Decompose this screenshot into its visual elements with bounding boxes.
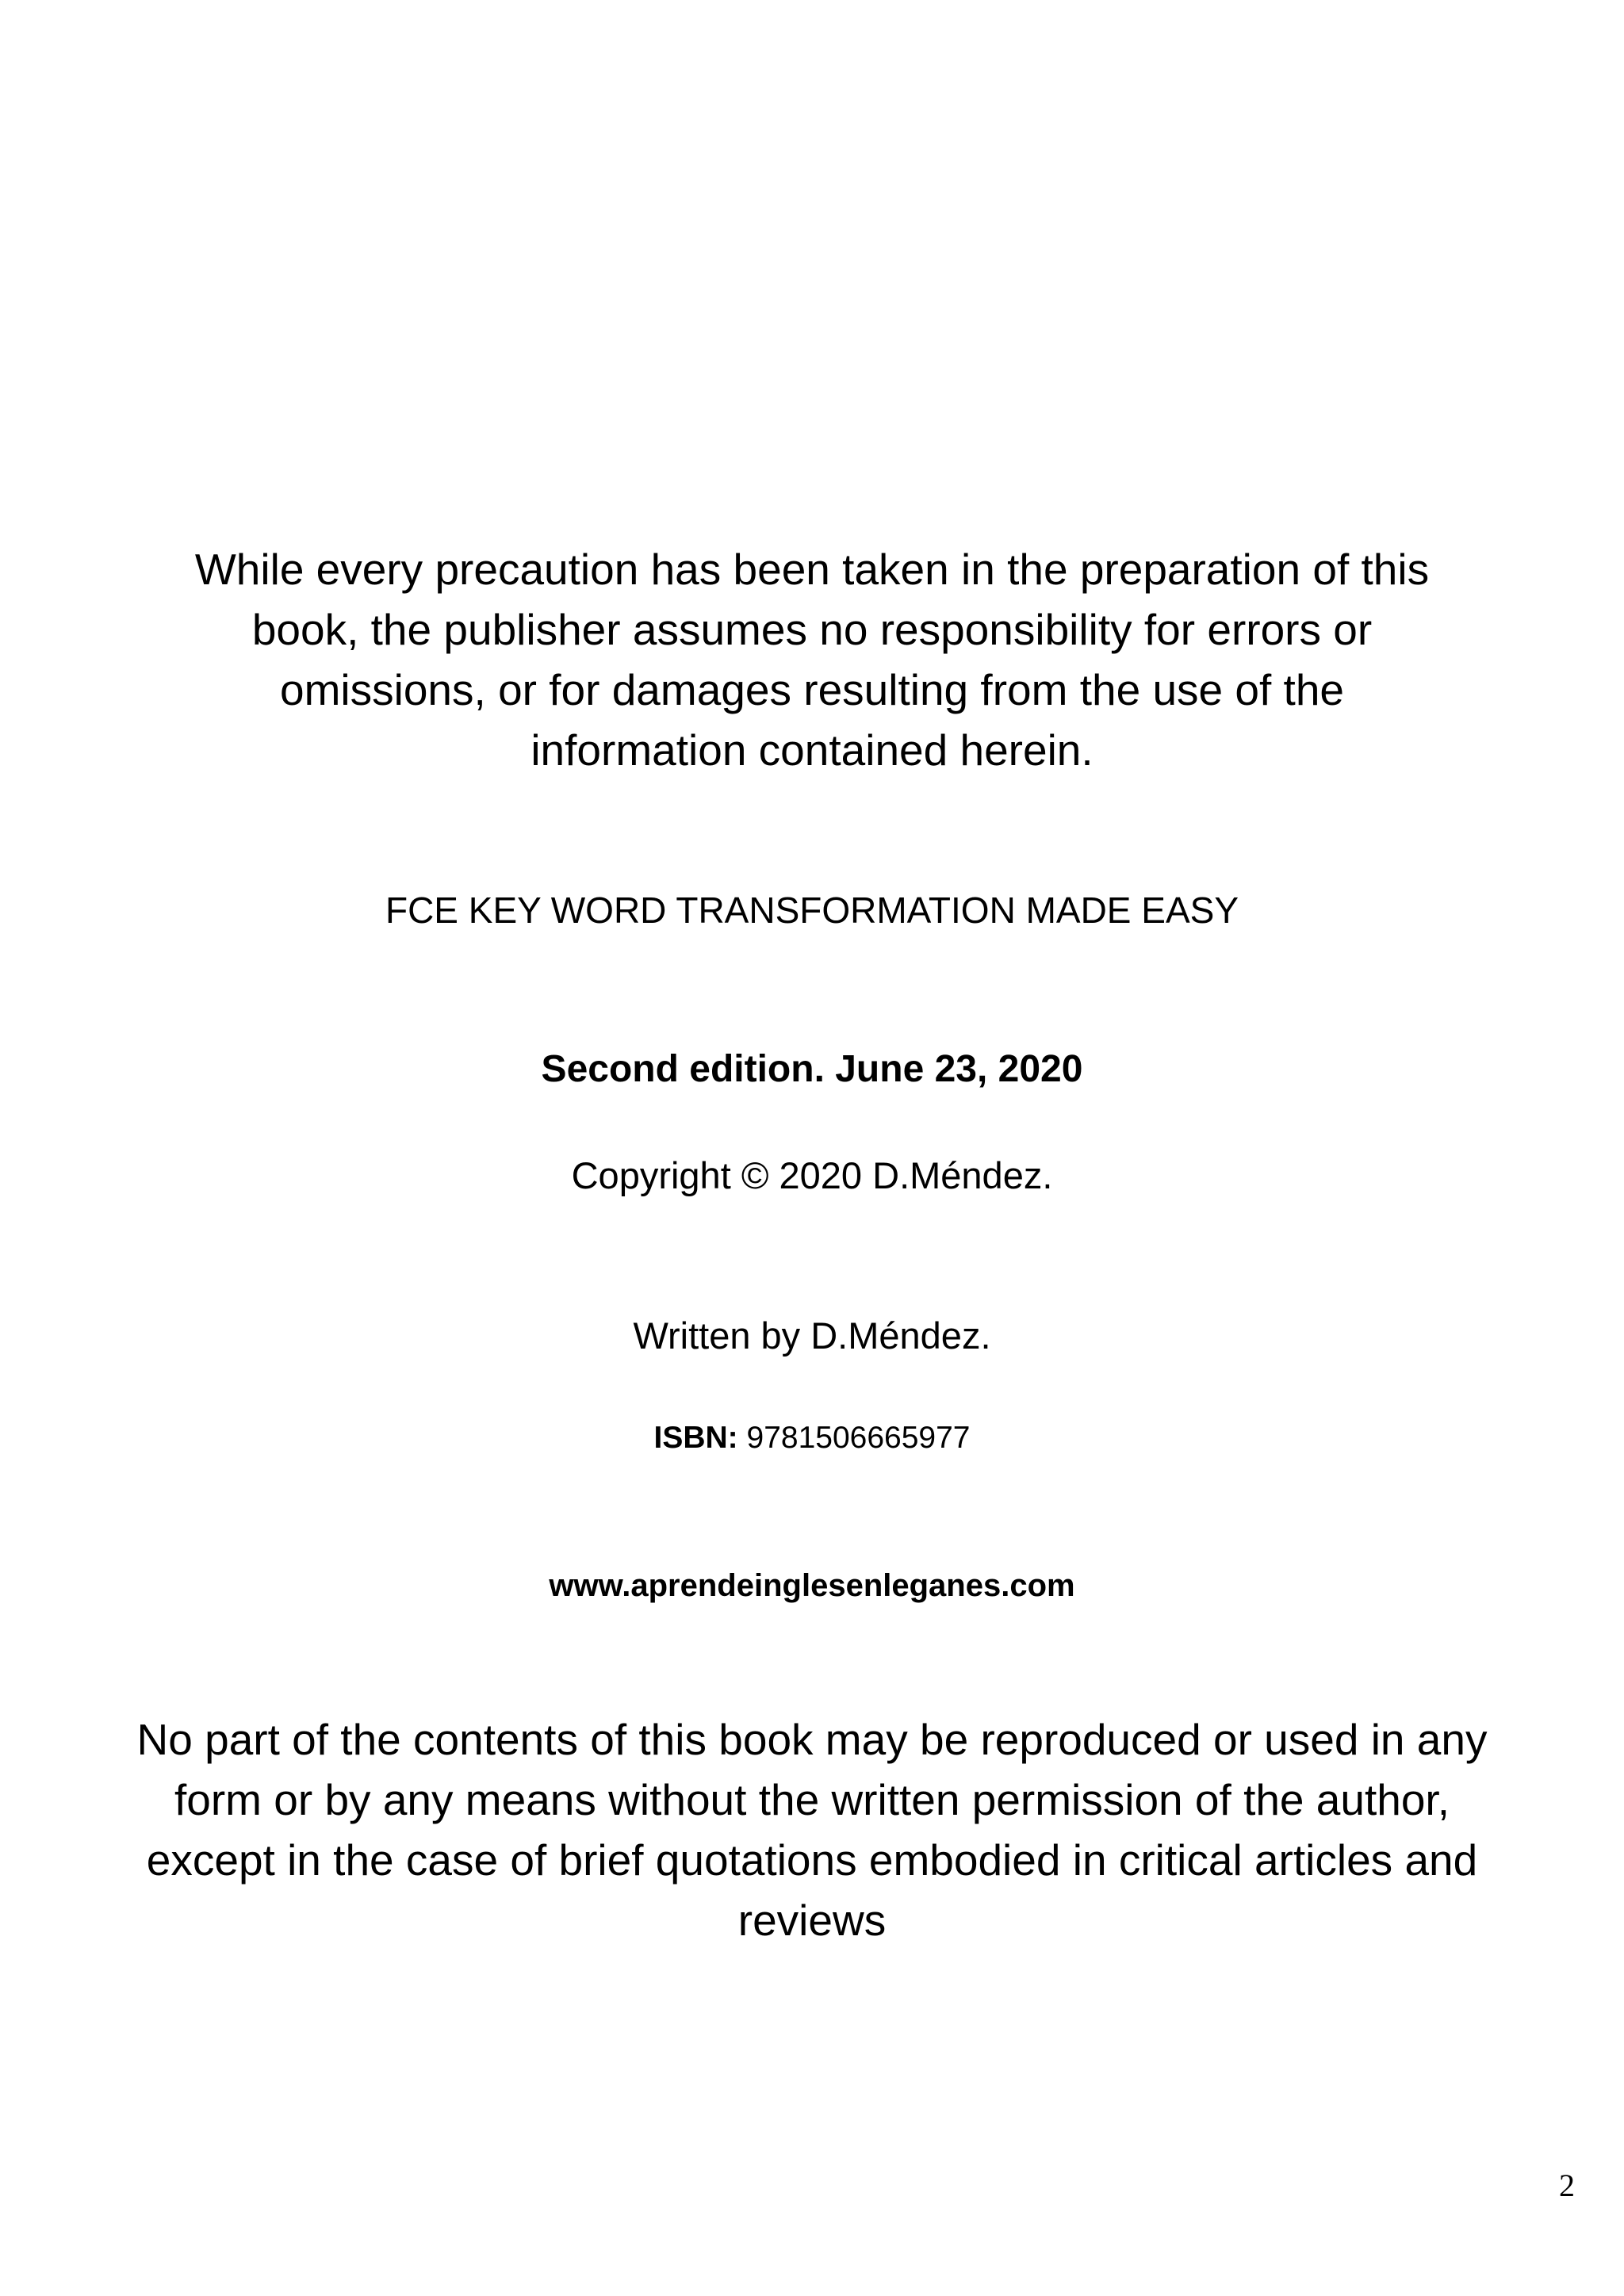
isbn-line xyxy=(0,1418,1624,1459)
book-title: FCE KEY WORD TRANSFORMATION MADE EASY xyxy=(385,890,1239,931)
copyright-line: Copyright © 2020 D.Méndez. xyxy=(571,1154,1053,1196)
edition-line: Second edition. June 23, 2020 xyxy=(541,1048,1083,1090)
isbn-label: ISBN: xyxy=(653,1421,738,1455)
page-number: 2 xyxy=(1559,2168,1575,2203)
isbn-value: 9781506665977 xyxy=(746,1421,971,1455)
disclaimer-text: While every precaution has been taken in the preparation of this book, the publisher assumes no responsibility for errors or omissions, or for damages resulting from the use of the information contained herein. xyxy=(194,545,1430,775)
author-line: Written by D.Méndez. xyxy=(633,1314,991,1357)
website-url: www.aprendeinglesenleganes.com xyxy=(549,1568,1075,1603)
rights-notice: No part of the contents of this book may be reproduced or used in any form or by any means without the written permission of the author, except in the case of brief quotations embodied in critical articles and reviews xyxy=(136,1715,1488,1945)
